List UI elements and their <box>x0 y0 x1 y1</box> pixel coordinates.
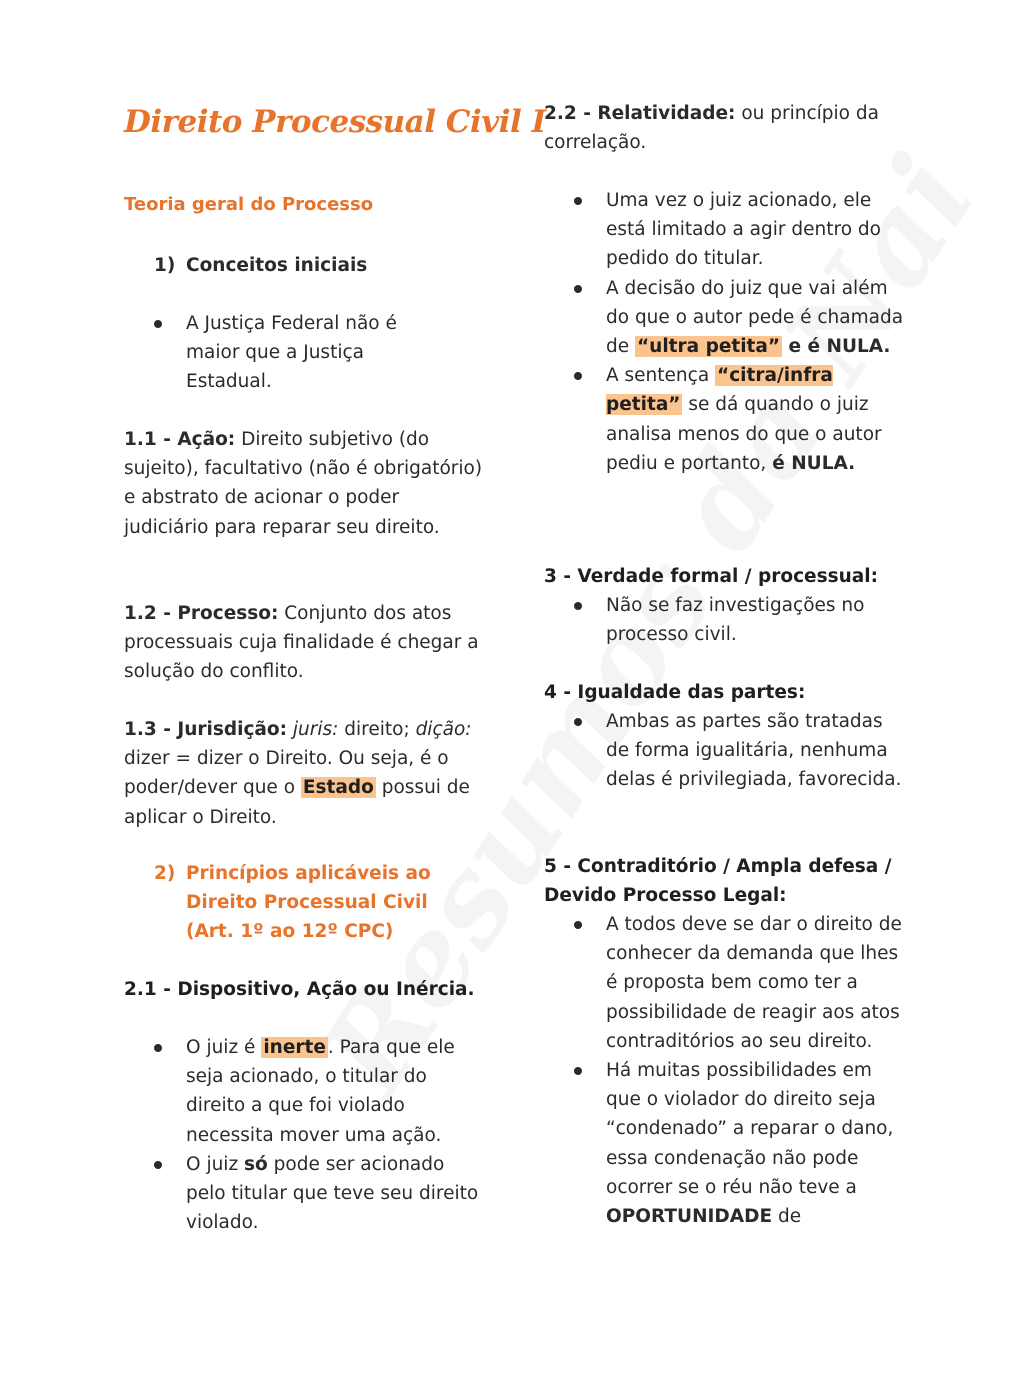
heading-3: 3 - Verdade formal / processual: <box>544 566 878 587</box>
bullet-icon <box>574 602 582 610</box>
bullet-bold: é NULA. <box>772 452 856 474</box>
bullet-text: O juiz é <box>186 1037 262 1058</box>
bullet-text: de <box>772 1206 802 1228</box>
bullet-text: A sentença <box>606 365 716 387</box>
bullet-list-3 <box>544 591 904 649</box>
term-text: ou princípio da correlação. <box>544 103 879 154</box>
bullet-bold: só <box>244 1153 268 1175</box>
paragraph-relatividade <box>544 99 904 157</box>
heading-2-1: 2.1 - Dispositivo, Ação ou Inércia. <box>124 979 475 1000</box>
bullet-list-2-1 <box>124 1033 484 1237</box>
paragraph-acao <box>124 425 486 542</box>
bullet-icon <box>154 320 162 328</box>
term-text: direito; <box>338 719 416 740</box>
bullet-list-5 <box>544 910 908 1231</box>
bullet-icon <box>154 1044 162 1052</box>
bullet-icon <box>574 372 582 380</box>
term-text: dizer = dizer o Direito. Ou seja, é o poder/dever que o <box>124 748 449 799</box>
term-label: 1.2 - Processo: <box>124 603 279 624</box>
bullet-icon <box>154 1161 162 1169</box>
bullet-icon <box>574 921 582 929</box>
term-label: 2.2 - Relatividade: <box>544 103 736 124</box>
section-2-label: Princípios aplicáveis ao Direito Processual Civil (Art. 1º ao 12º CPC) <box>186 863 431 942</box>
bullet-text: O juiz <box>186 1153 245 1175</box>
list-item <box>544 186 904 274</box>
heading-5: 5 - Contraditório / Ampla defesa / Devido Processo Legal: <box>544 856 892 907</box>
bullet-bold: e é NULA. <box>782 336 891 358</box>
page-title: Direito Processual Civil I <box>124 104 546 140</box>
list-item <box>124 1150 484 1238</box>
bullet-text: Há muitas possibilidades em que o violador do direito seja “condenado” a reparar o dano, essa condenação não pode ocorrer se o réu não teve a <box>606 1060 894 1198</box>
term-label: 1.3 - Jurisdição: <box>124 719 288 740</box>
bullet-text: A decisão do juiz que vai além do que o autor pede é chamada de <box>606 277 904 358</box>
highlight-inerte: inerte <box>263 1037 326 1058</box>
bullet-bold: OPORTUNIDADE <box>606 1206 773 1228</box>
bullet-text: A Justiça Federal não é maior que a Justiça Estadual. <box>186 313 397 393</box>
list-item <box>124 309 434 397</box>
section-1-label: Conceitos iniciais <box>186 255 368 276</box>
bullet-text: . Para que ele seja acionado, o titular do direito a que foi violado necessita mover uma ação. <box>186 1037 455 1146</box>
section-1-number: 1) <box>154 255 176 276</box>
bullet-icon <box>574 197 582 205</box>
section-subtitle: Teoria geral do Processo <box>124 194 374 215</box>
bullet-text: se dá quando o juiz analisa menos do que o autor pediu e portanto, <box>606 394 882 474</box>
bullet-text: Ambas as partes são tratadas de forma igualitária, nenhuma delas é privilegiada, favorecida. <box>606 711 902 791</box>
list-item <box>124 1033 484 1150</box>
bullet-text: Uma vez o juiz acionado, ele está limitado a agir dentro do pedido do titular. <box>606 190 881 270</box>
bullet-icon <box>574 718 582 726</box>
term-text: Conjunto dos atos processuais cuja finalidade é chegar a solução do conflito. <box>124 603 479 683</box>
term-text: possui de aplicar o Direito. <box>124 777 470 828</box>
bullet-icon <box>574 285 582 293</box>
list-item <box>544 910 908 1056</box>
bullet-icon <box>574 1067 582 1075</box>
paragraph-jurisdicao <box>124 715 490 832</box>
bullet-text: pode ser acionado pelo titular que teve seu direito violado. <box>186 1153 479 1234</box>
bullet-text: Não se faz investigações no processo civil. <box>606 595 865 646</box>
list-item <box>544 707 904 795</box>
highlight-estado: Estado <box>302 777 374 799</box>
section-2-number: 2) <box>154 863 176 884</box>
bullet-list-concepts <box>124 309 434 397</box>
heading-4: 4 - Igualdade das partes: <box>544 682 806 703</box>
paragraph-processo <box>124 599 486 687</box>
bullet-list-4 <box>544 707 904 795</box>
term-italic: juris: <box>292 719 339 740</box>
term-label: 1.1 - Ação: <box>124 429 236 450</box>
highlight-citra-petita: “citra/infra petita” <box>606 365 833 416</box>
bullet-text: A todos deve se dar o direito de conhecer da demanda que lhes é proposta bem como ter a possibilidade de reagir aos atos contraditórios ao seu direito. <box>606 914 902 1052</box>
list-item <box>544 591 904 649</box>
highlight-ultra-petita: “ultra petita” <box>637 336 781 358</box>
list-item <box>544 361 904 478</box>
bullet-list-2-2 <box>544 186 904 478</box>
list-item <box>544 1056 908 1231</box>
term-italic: dição: <box>415 719 472 740</box>
list-item <box>544 274 904 362</box>
term-text: Direito subjetivo (do sujeito), facultativo (não é obrigatório) e abstrato de acionar o poder judiciário para reparar seu direito. <box>124 429 483 538</box>
